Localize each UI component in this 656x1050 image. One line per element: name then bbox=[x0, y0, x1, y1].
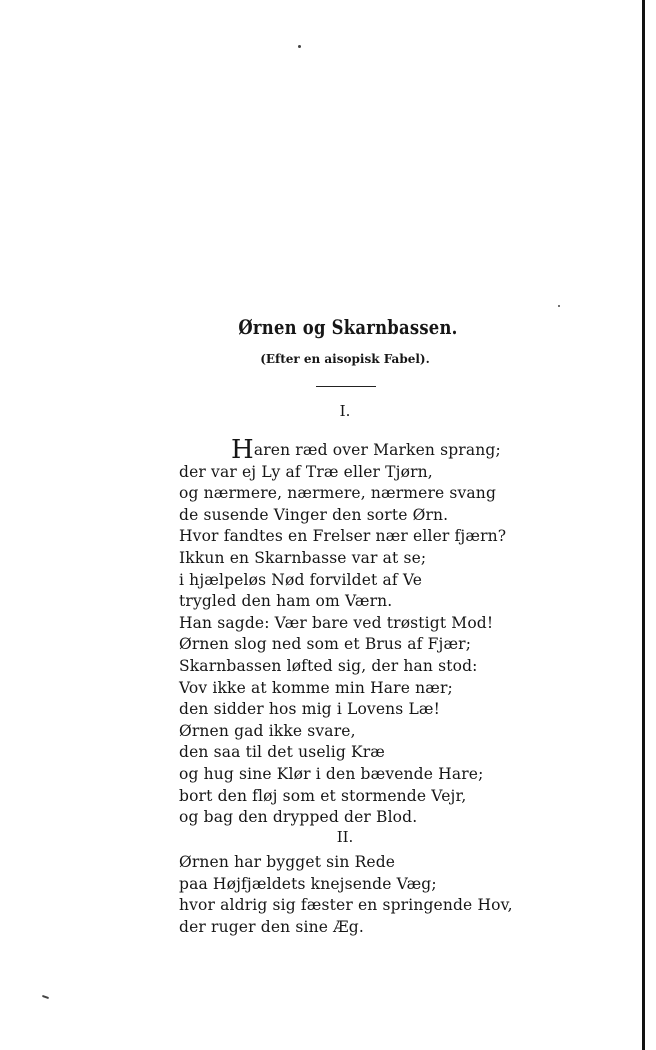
poem-subtitle: (Efter en aisopisk Fabel). bbox=[260, 352, 430, 366]
verse-line: og hug sine Klør i den bævende Hare; bbox=[179, 764, 484, 783]
paper-speck bbox=[298, 45, 301, 48]
paper-speck bbox=[42, 995, 49, 999]
verse-line: Ørnen gad ikke svare, bbox=[179, 721, 356, 740]
poem-title: Ørnen og Skarnbassen. bbox=[238, 315, 458, 339]
verse-line: Ørnen slog ned som et Brus af Fjær; bbox=[179, 635, 472, 654]
verse-line: de susende Vinger den sorte Ørn. bbox=[179, 505, 449, 524]
verse-line: Ørnen har bygget sin Rede bbox=[179, 853, 396, 871]
section-numeral-1: I. bbox=[339, 402, 351, 420]
section-numeral-2: II. bbox=[336, 828, 354, 846]
verse-line: der ruger den sine Æg. bbox=[179, 917, 364, 936]
divider-rule bbox=[316, 386, 376, 387]
verse-line: den saa til det uselig Kræ bbox=[179, 743, 386, 762]
stanza-1 bbox=[179, 435, 509, 829]
verse-line: i hjælpeløs Nød forvildet af Ve bbox=[179, 570, 423, 589]
verse-line: og nærmere, nærmere, nærmere svang bbox=[179, 484, 497, 503]
verse-line: Hvor fandtes en Frelser nær eller fjærn? bbox=[179, 527, 507, 546]
verse-line: den sidder hos mig i Lovens Læ! bbox=[179, 700, 441, 719]
verse-line: Vov ikke at komme min Hare nær; bbox=[179, 678, 453, 697]
verse-line: Skarnbassen løfted sig, der han stod: bbox=[179, 656, 478, 675]
verse-line-text: aren ræd over Marken sprang; bbox=[253, 441, 501, 459]
verse-line: paa Højfjældets knejsende Væg; bbox=[179, 874, 437, 893]
verse-line: der var ej Ly af Træ eller Tjørn, bbox=[179, 462, 433, 481]
verse-line: bort den fløj som et stormende Vejr, bbox=[179, 786, 467, 805]
verse-line: trygled den ham om Værn. bbox=[179, 592, 393, 611]
verse-line: Ikkun en Skarnbasse var at se; bbox=[179, 548, 427, 567]
drop-cap: H bbox=[231, 435, 254, 465]
page-edge-line bbox=[642, 0, 645, 1050]
paper-speck bbox=[558, 305, 560, 307]
stanza-2 bbox=[179, 852, 513, 938]
verse-line: og bag den drypped der Blod. bbox=[179, 808, 418, 827]
verse-line: hvor aldrig sig fæster en springende Hov, bbox=[179, 896, 513, 915]
verse-line: Han sagde: Vær bare ved trøstigt Mod! bbox=[179, 613, 494, 632]
verse-line bbox=[179, 435, 509, 465]
